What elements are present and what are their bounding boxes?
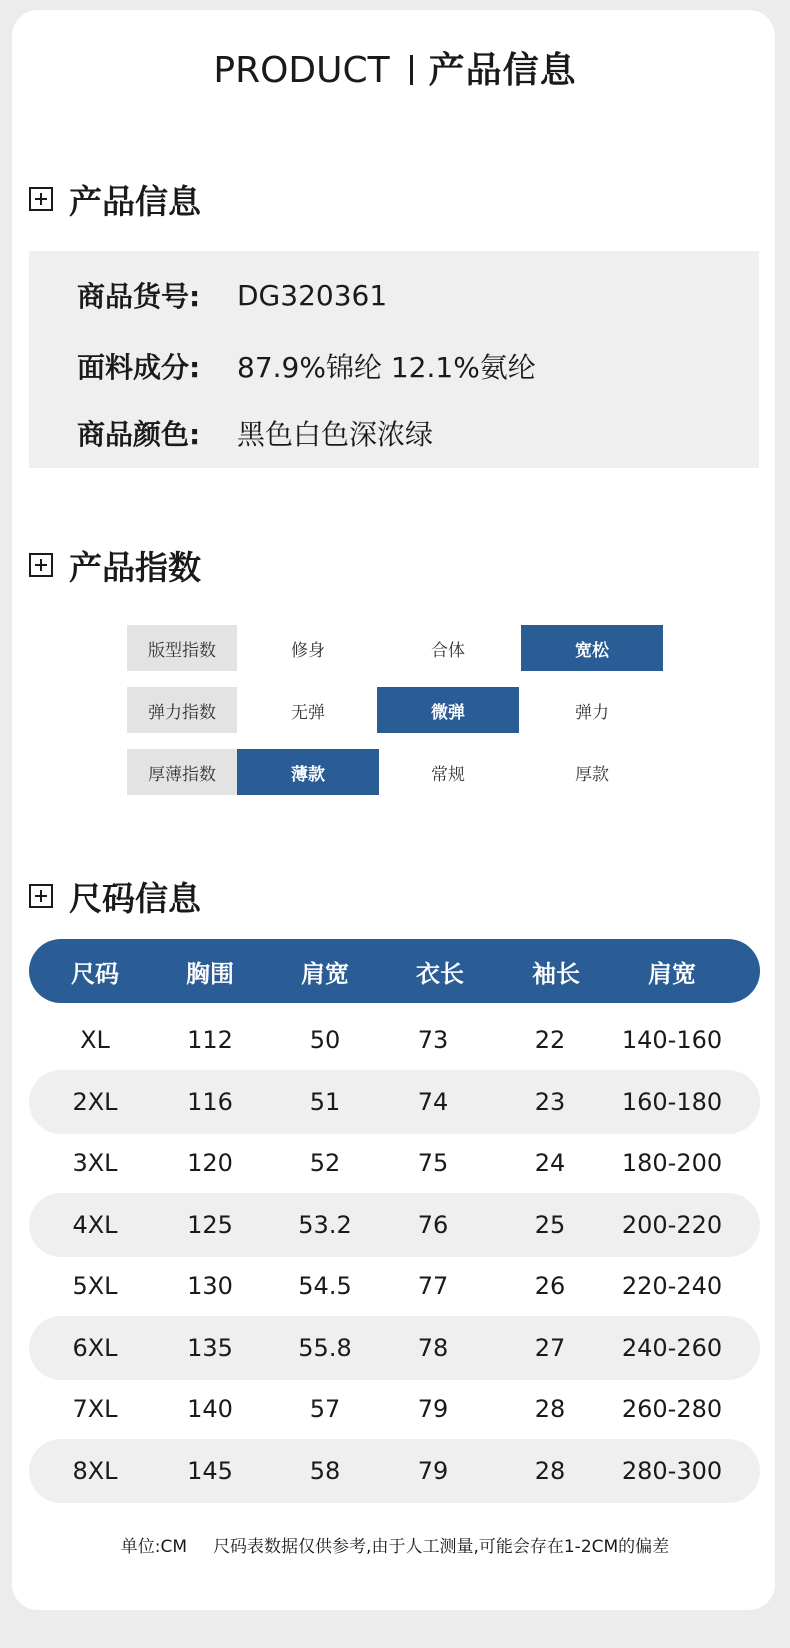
table-row	[29, 1439, 760, 1503]
table-row	[29, 1254, 760, 1318]
section-header-info[interactable]	[29, 177, 201, 221]
table-cell: 25	[534, 1210, 566, 1239]
title-divider	[410, 55, 413, 85]
table-cell: 23	[534, 1087, 566, 1116]
product-info-panel	[29, 251, 759, 468]
table-cell: 79	[417, 1456, 449, 1485]
index-label: 版型指数	[127, 625, 237, 671]
info-value: DG320361	[237, 278, 388, 312]
table-cell: 135	[187, 1333, 233, 1362]
expand-plus-icon[interactable]	[29, 553, 53, 577]
expand-plus-icon[interactable]	[29, 884, 53, 908]
info-row-fabric	[77, 346, 536, 386]
table-cell: 53.2	[298, 1210, 352, 1239]
table-cell: 28	[534, 1395, 566, 1423]
index-label: 厚薄指数	[127, 749, 237, 795]
table-cell: 180-200	[621, 1149, 723, 1177]
column-header: 肩宽	[301, 959, 349, 988]
table-cell: 26	[534, 1272, 566, 1300]
table-cell: 240-260	[621, 1333, 723, 1362]
section-title-index: 产品指数	[69, 547, 201, 587]
table-cell: 116	[187, 1087, 233, 1116]
table-cell: 145	[187, 1456, 233, 1485]
table-cell: 54.5	[298, 1272, 352, 1300]
info-label: 商品货号:	[77, 280, 201, 313]
page-title	[0, 46, 790, 96]
page-title-en: PRODUCT	[213, 50, 390, 91]
table-cell: 280-300	[621, 1456, 723, 1485]
table-cell: 79	[417, 1395, 449, 1423]
table-cell: 2XL	[72, 1087, 118, 1116]
table-cell: 3XL	[72, 1149, 118, 1177]
table-cell: 28	[534, 1456, 566, 1485]
index-option: 微弹	[377, 687, 519, 733]
index-label: 弹力指数	[127, 687, 237, 733]
table-cell: 140-160	[621, 1026, 723, 1054]
column-header: 尺码	[71, 959, 119, 988]
table-cell: 58	[309, 1456, 341, 1485]
table-cell: 125	[187, 1210, 233, 1239]
table-cell: 260-280	[621, 1395, 723, 1423]
table-cell: 77	[417, 1272, 449, 1300]
info-label: 商品颜色:	[77, 418, 201, 451]
table-cell: 57	[309, 1395, 341, 1423]
table-row	[29, 1131, 760, 1195]
table-cell: 120	[187, 1149, 233, 1177]
index-option: 弹力	[575, 702, 609, 723]
table-cell: 4XL	[72, 1210, 118, 1239]
table-cell: 76	[417, 1210, 449, 1239]
table-cell: 112	[187, 1026, 233, 1054]
column-header: 衣长	[416, 959, 464, 988]
section-header-index[interactable]	[29, 543, 201, 587]
index-option: 薄款	[237, 749, 379, 795]
size-table-header	[29, 939, 760, 1003]
disclaimer-note: 尺码表数据仅供参考,由于人工测量,可能会存在1-2CM的偏差	[213, 1537, 670, 1557]
column-header: 胸围	[186, 959, 234, 988]
index-option: 修身	[291, 640, 325, 661]
table-cell: XL	[80, 1026, 110, 1054]
index-option: 厚款	[575, 764, 609, 785]
table-cell: 27	[534, 1333, 566, 1362]
expand-plus-icon[interactable]	[29, 187, 53, 211]
table-cell: 73	[417, 1026, 449, 1054]
unit-note: 单位:CM	[120, 1537, 188, 1557]
page-title-cn: 产品信息	[428, 50, 577, 91]
index-option: 无弹	[291, 702, 325, 723]
column-header: 肩宽	[648, 959, 696, 988]
table-row	[29, 1193, 760, 1257]
table-cell: 24	[534, 1149, 566, 1177]
table-cell: 52	[309, 1149, 341, 1177]
index-option: 常规	[431, 764, 465, 785]
table-row	[29, 1377, 760, 1441]
table-row	[29, 1008, 760, 1072]
column-header: 袖长	[532, 959, 580, 988]
table-cell: 6XL	[72, 1333, 118, 1362]
section-title-size: 尺码信息	[69, 878, 201, 918]
section-header-size[interactable]	[29, 874, 201, 918]
table-cell: 51	[309, 1087, 341, 1116]
size-note	[0, 1532, 790, 1557]
table-cell: 200-220	[621, 1210, 723, 1239]
table-cell: 160-180	[621, 1087, 723, 1116]
info-row-sku	[77, 275, 387, 315]
index-option: 合体	[431, 640, 465, 661]
table-row	[29, 1070, 760, 1134]
info-label: 面料成分:	[77, 351, 201, 384]
table-cell: 22	[534, 1026, 566, 1054]
table-cell: 130	[187, 1272, 233, 1300]
info-value: 87.9%锦纶 12.1%氨纶	[237, 351, 536, 384]
table-cell: 220-240	[621, 1272, 723, 1300]
table-cell: 75	[417, 1149, 449, 1177]
info-value: 黑色白色深浓绿	[237, 418, 434, 451]
info-row-color	[77, 413, 433, 453]
table-row	[29, 1316, 760, 1380]
table-cell: 8XL	[72, 1456, 118, 1485]
table-cell: 55.8	[298, 1333, 352, 1362]
table-cell: 78	[417, 1333, 449, 1362]
index-option: 宽松	[521, 625, 663, 671]
table-cell: 140	[187, 1395, 233, 1423]
table-cell: 50	[309, 1026, 341, 1054]
table-cell: 5XL	[72, 1272, 118, 1300]
table-cell: 74	[417, 1087, 449, 1116]
table-cell: 7XL	[72, 1395, 118, 1423]
section-title-info: 产品信息	[69, 181, 201, 221]
